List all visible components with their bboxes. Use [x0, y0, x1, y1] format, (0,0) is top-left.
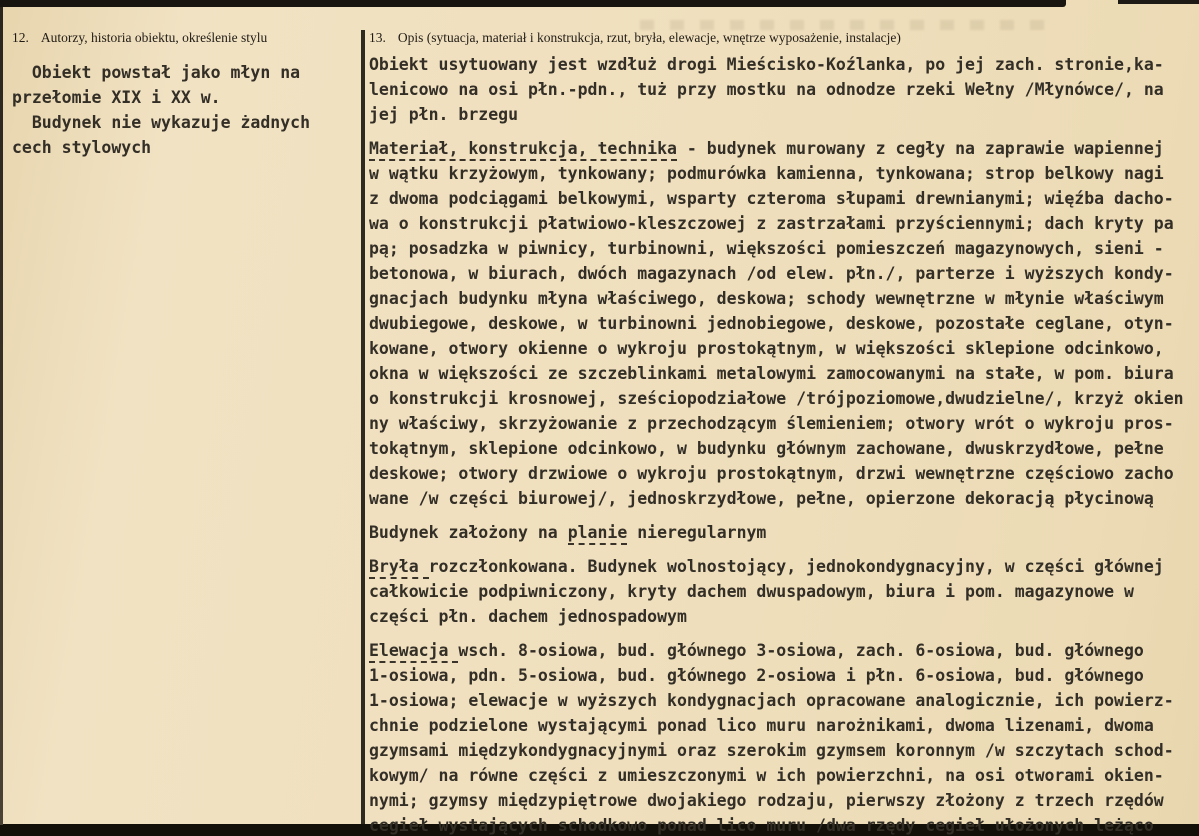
text-line: wane /w części biurowej/, jednoskrzydłowe, pełne, opierzone dekoracją płycinową [369, 489, 1154, 508]
section-13-body [369, 52, 1195, 836]
section-12-heading: Autorzy, historia obiektu, określenie stylu [40, 30, 268, 45]
text-line: przełomie XIX i XX w. [12, 88, 221, 107]
text-line: betonowa, w biurach, dwóch magazynach /od elew. płn./, parterze i wyższych kondy- [369, 264, 1174, 283]
text-line: Obiekt usytuowany jest wzdłuż drogi Mieścisko-Koźlanka, po jej zach. stronie,ka- [369, 55, 1164, 74]
text-line: lenicowo na osi płn.-pdn., tuż przy mostku na odnodze rzeki Wełny /Młynówce/, na [369, 80, 1164, 99]
description-paragraph [369, 554, 1195, 629]
column-divider [361, 30, 365, 824]
card-top-edge [0, 0, 1066, 7]
text-line: jej płn. brzegu [369, 105, 519, 124]
underlined-term: planie [568, 523, 628, 545]
text-line: z dwoma podciągami belkowymi, wsparty czteroma słupami drewnianymi; więźba dacho- [369, 189, 1174, 208]
section-13-number: 13. [369, 30, 386, 45]
text-line: pą; posadzka w piwnicy, turbinowni, większości pomieszczeń magazynowych, sieni - [369, 239, 1164, 258]
card-top-edge-right [1118, 0, 1199, 4]
text-line: okna w większości ze szczeblinkami metalowymi zamocowanymi na stałe, w pom. biura [369, 364, 1174, 383]
text-line: gnacjach budynku młyna właściwego, deskowa; schody wewnętrzne w młynie właściwym [369, 289, 1164, 308]
description-paragraph [369, 52, 1195, 127]
text-line: Budynek założony na planie nieregularnym [369, 520, 1195, 545]
description-paragraph [369, 520, 1195, 545]
section-12-header [12, 30, 352, 46]
text-line: cegieł wystających schodkowo ponad lico muru /dwa rzędy cegieł ułożonych leżąco [369, 816, 1154, 835]
description-paragraph [369, 638, 1195, 836]
section-13-header [369, 30, 1195, 46]
description-paragraph [369, 136, 1195, 511]
text-line: chnie podzielone wystającymi ponad lico muru narożnikami, dwoma lizenami, dwoma [369, 716, 1154, 735]
underlined-term: Materiał, konstrukcja, technika [369, 139, 677, 161]
text-line: cech stylowych [12, 138, 152, 157]
text-line: 1-osiowa, pdn. 5-osiowa, bud. głównego 2-osiowa i płn. 6-osiowa, bud. głównego [369, 666, 1144, 685]
text-line: dwubiegowe, deskowe, w turbinowni jednobiegowe, deskowe, pozostałe ceglane, otyn- [369, 314, 1174, 333]
text-line: Materiał, konstrukcja, technika - budynek murowany z cegły na zaprawie wapiennej [369, 136, 1195, 161]
text-line: tokątnym, sklepione odcinkowo, w budynku głównym zachowane, dwuskrzydłowe, pełne [369, 439, 1164, 458]
text-line: kowym/ na równe części z umieszczonymi w ich powierzchni, na osi otworami okien- [369, 766, 1164, 785]
text-line: w wątku krzyżowym, tynkowany; podmurówka kamienna, tynkowana; strop belkowy nagi [369, 164, 1164, 183]
text-line: całkowicie podpiwniczony, kryty dachem dwuspadowym, biura i pom. magazynowe w [369, 582, 1134, 601]
text-line: 1-osiowa; elewacje w wyższych kondygnacjach opracowane analogicznie, ich powierz- [369, 691, 1174, 710]
section-12-body [12, 60, 352, 160]
section-12-authors-history-style [12, 30, 352, 160]
scan-smudge [640, 20, 1060, 30]
section-13-description [369, 30, 1195, 836]
text-line: części płn. dachem jednospadowym [369, 607, 687, 626]
text-line: deskowe; otwory drzwiowe o wykroju prostokątnym, drzwi wewnętrzne częściowo zacho [369, 464, 1174, 483]
text-line: gzymsami międzykondygnacyjnymi oraz szerokim gzymsem koronnym /w szczytach schod- [369, 741, 1174, 760]
text-line: Obiekt powstał jako młyn na [12, 63, 301, 82]
underlined-term: Bryła [369, 557, 429, 579]
card-left-edge [0, 7, 3, 825]
text-line: o konstrukcji krosnowej, sześciopodziałowe /trójpoziomowe,dwudzielne/, krzyż okien [369, 389, 1184, 408]
text-line: nymi; gzymsy międzypiętrowe dwojakiego rodzaju, pierwszy złożony z trzech rzędów [369, 791, 1164, 810]
text-line: kowane, otwory okienne o wykroju prostokątnym, w większości sklepione odcinkowo, [369, 339, 1164, 358]
underlined-term: Elewacja [369, 641, 458, 663]
text-line: Bryła rozczłonkowana. Budynek wolnostojący, jednokondygnacyjny, w części głównej [369, 554, 1195, 579]
text-line: ny właściwy, skrzyżowanie z przechodzącym ślemieniem; otwory wrót o wykroju pros- [369, 414, 1174, 433]
text-line: Budynek nie wykazuje żadnych [12, 113, 311, 132]
text-line: Elewacja wsch. 8-osiowa, bud. głównego 3-osiowa, zach. 6-osiowa, bud. głównego [369, 638, 1195, 663]
section-12-number: 12. [12, 30, 29, 45]
section-13-heading: Opis (sytuacja, materiał i konstrukcja, rzut, bryła, elewacje, wnętrze wyposażenie, instalacje) [397, 30, 901, 45]
text-line: wa o konstrukcji płatwiowo-kleszczowej z zastrzałami przyściennymi; dach kryty pa [369, 214, 1174, 233]
